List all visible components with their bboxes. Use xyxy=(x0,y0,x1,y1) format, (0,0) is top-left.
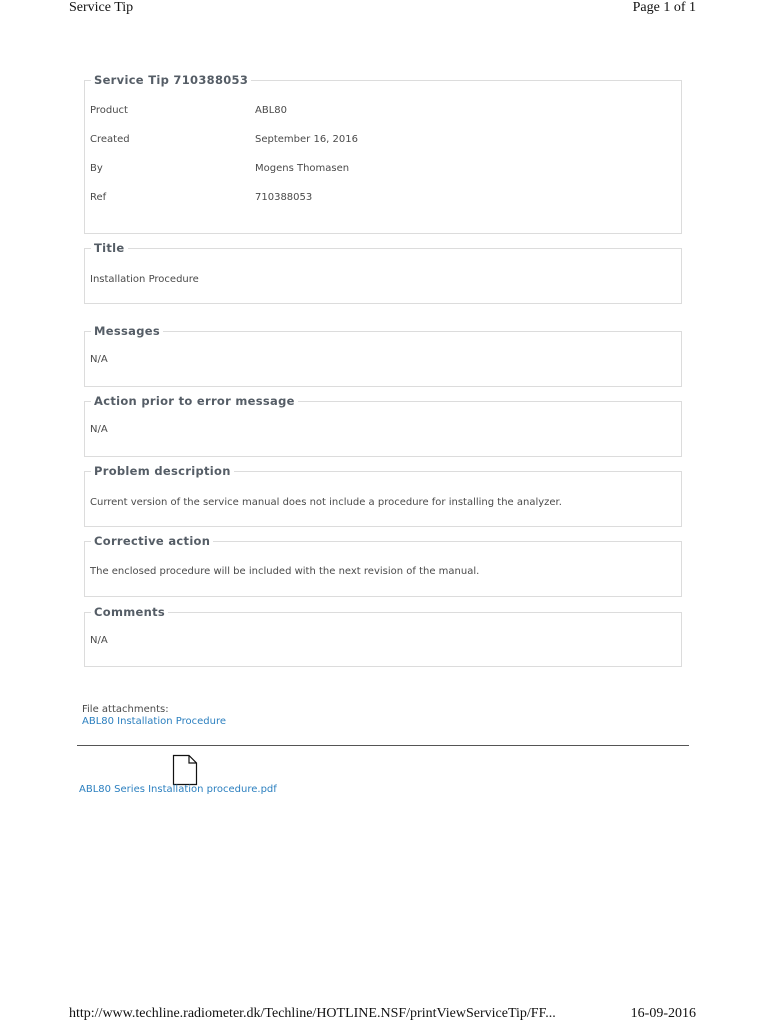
messages-legend: Messages xyxy=(91,324,163,338)
corrective-text: The enclosed procedure will be included with the next revision of the manual. xyxy=(90,566,480,577)
created-value: September 16, 2016 xyxy=(255,134,358,145)
service-tip-box xyxy=(84,73,682,234)
ref-label: Ref xyxy=(90,192,107,203)
title-text: Installation Procedure xyxy=(90,274,199,285)
problem-text: Current version of the service manual does not include a procedure for installing the analyzer. xyxy=(90,497,562,508)
comments-legend: Comments xyxy=(91,605,168,619)
problem-section xyxy=(84,464,682,527)
action-prior-text: N/A xyxy=(90,424,108,435)
by-value: Mogens Thomasen xyxy=(255,163,350,174)
corrective-section xyxy=(84,534,682,597)
problem-legend: Problem description xyxy=(91,464,234,478)
file-attachments-label: File attachments: xyxy=(82,704,169,715)
corrective-legend: Corrective action xyxy=(91,534,213,548)
messages-section xyxy=(84,324,682,387)
pdf-file-link[interactable]: ABL80 Series Installation procedure.pdf xyxy=(79,784,277,795)
print-header-title: Service Tip xyxy=(69,0,134,15)
divider xyxy=(77,745,689,746)
footer-date: 16-09-2016 xyxy=(630,1006,696,1021)
comments-section xyxy=(84,605,682,667)
comments-text: N/A xyxy=(90,635,108,646)
messages-text: N/A xyxy=(90,354,108,365)
by-label: By xyxy=(90,163,103,174)
action-prior-section xyxy=(84,394,682,457)
attachment-link[interactable]: ABL80 Installation Procedure xyxy=(82,716,226,727)
print-header xyxy=(0,0,768,18)
print-page-number: Page 1 of 1 xyxy=(632,0,696,15)
product-value: ABL80 xyxy=(255,105,287,116)
action-prior-legend: Action prior to error message xyxy=(91,394,298,408)
document-icon[interactable] xyxy=(172,754,198,786)
service-tip-legend: Service Tip 710388053 xyxy=(91,73,251,87)
document-icon-svg xyxy=(172,754,198,786)
created-label: Created xyxy=(90,134,130,145)
ref-value: 710388053 xyxy=(255,192,313,203)
footer-url: http://www.techline.radiometer.dk/Techline/HOTLINE.NSF/printViewServiceTip/FF... xyxy=(69,1006,556,1021)
print-footer xyxy=(0,1006,768,1024)
title-legend: Title xyxy=(91,241,128,255)
title-section xyxy=(84,241,682,304)
product-label: Product xyxy=(90,105,128,116)
